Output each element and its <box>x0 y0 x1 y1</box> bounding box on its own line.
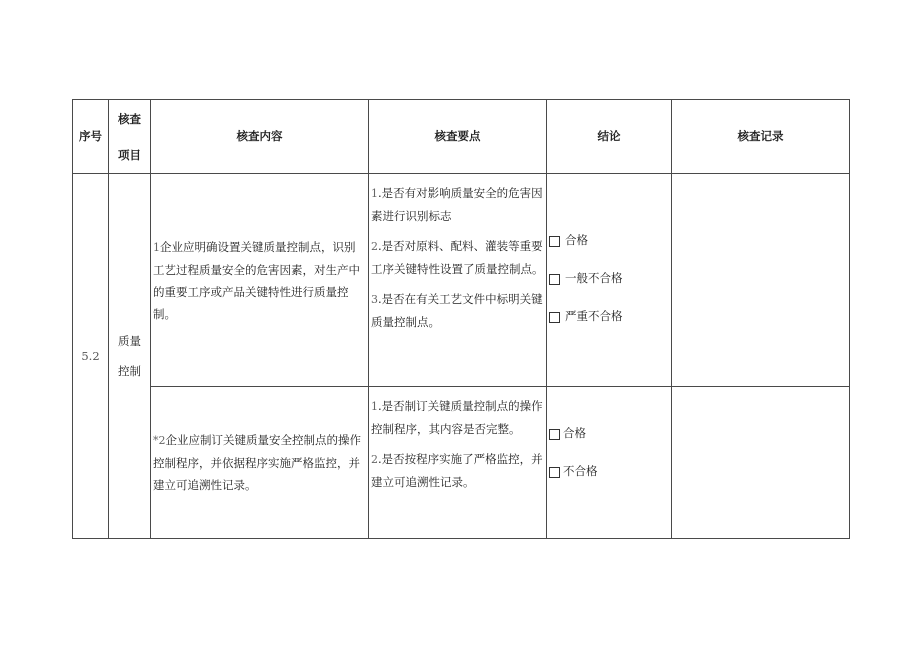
point-number: 1 <box>371 187 378 200</box>
table-row <box>73 174 850 387</box>
content-text: 企业应制订关键质量安全控制点的操作控制程序，并依据程序实施严格监控，并建立可追溯性记录。 <box>153 433 361 492</box>
header-row <box>73 100 850 174</box>
section-item <box>109 174 151 539</box>
header-verdict: 结论 <box>547 100 672 174</box>
check-point <box>371 235 544 280</box>
check-content <box>151 174 369 387</box>
point-number: 2 <box>371 240 378 253</box>
point-number: 2 <box>371 453 378 466</box>
header-record: 核查记录 <box>672 100 850 174</box>
content-number: 1 <box>153 240 160 254</box>
check-point <box>371 448 544 493</box>
verdict-option-pass[interactable] <box>549 222 671 260</box>
check-points <box>369 387 547 539</box>
record-cell[interactable] <box>672 174 850 387</box>
verdict-option-fail[interactable] <box>549 453 671 491</box>
record-cell[interactable] <box>672 387 850 539</box>
section-item-line2: 控制 <box>118 364 141 378</box>
verdict-cell <box>547 387 672 539</box>
verdict-options <box>549 222 671 336</box>
point-text: .是否在有关工艺文件中标明关键质量控制点。 <box>371 292 543 329</box>
check-point <box>371 288 544 333</box>
verdict-option-serious-fail[interactable] <box>549 298 671 336</box>
verdict-option-pass[interactable] <box>549 415 671 453</box>
checkbox-icon[interactable] <box>549 236 560 247</box>
check-points <box>369 174 547 387</box>
section-item-line1: 质量 <box>118 334 141 348</box>
inspection-table <box>72 99 850 539</box>
header-item <box>109 100 151 174</box>
verdict-label: 一般不合格 <box>565 271 623 286</box>
section-no: 5.2 <box>73 174 109 539</box>
content-number: *2 <box>153 434 166 447</box>
checkbox-icon[interactable] <box>549 467 560 478</box>
header-content: 核查内容 <box>151 100 369 174</box>
checkbox-icon[interactable] <box>549 274 560 285</box>
verdict-label: 不合格 <box>563 464 598 479</box>
header-no: 序号 <box>73 100 109 174</box>
verdict-option-minor-fail[interactable] <box>549 260 671 298</box>
table-row <box>73 387 850 539</box>
checkbox-icon[interactable] <box>549 429 560 440</box>
point-number: 3 <box>371 293 378 306</box>
point-text: .是否有对影响质量安全的危害因素进行识别标志 <box>371 186 543 223</box>
check-point <box>371 182 544 227</box>
checkbox-icon[interactable] <box>549 312 560 323</box>
point-text: .是否按程序实施了严格监控，并建立可追溯性记录。 <box>371 452 543 489</box>
header-item-line2: 项目 <box>118 147 141 162</box>
point-text: .是否制订关键质量控制点的操作控制程序，其内容是否完整。 <box>371 399 543 436</box>
verdict-cell <box>547 174 672 387</box>
check-content <box>151 387 369 539</box>
verdict-label: 合格 <box>565 233 588 248</box>
verdict-label: 严重不合格 <box>565 309 623 324</box>
header-points: 核查要点 <box>369 100 547 174</box>
verdict-options <box>549 415 671 491</box>
check-point <box>371 395 544 440</box>
point-number: 1 <box>371 400 378 413</box>
point-text: .是否对原料、配料、灌装等重要工序关键特性设置了质量控制点。 <box>371 239 544 276</box>
verdict-label: 合格 <box>563 426 586 441</box>
header-item-line1: 核查 <box>118 111 141 126</box>
content-text: 企业应明确设置关键质量控制点，识别工艺过程质量安全的危害因素，对生产中的重要工序或产品关键特性进行质量控制。 <box>153 239 360 321</box>
